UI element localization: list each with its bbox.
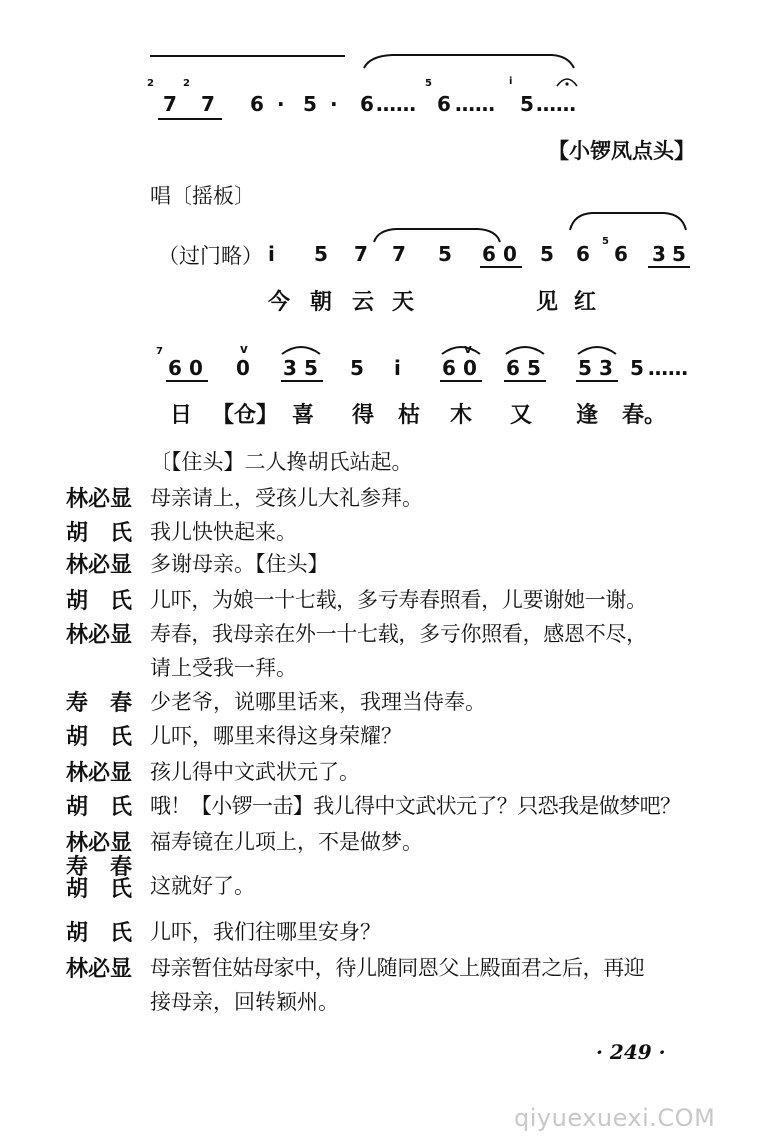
speaker: 林必显 bbox=[66, 760, 133, 786]
lyric: 朝 bbox=[310, 289, 333, 315]
note: 6 bbox=[250, 92, 264, 116]
dialogue-line: 福寿镜在儿项上，不是做梦。 bbox=[150, 830, 423, 854]
ellipsis: …… bbox=[455, 92, 495, 116]
dialogue-line: 母亲请上，受孩儿大礼参拜。 bbox=[150, 486, 423, 510]
page-number: · 249 · bbox=[596, 1040, 666, 1064]
lyric: 喜 bbox=[292, 402, 315, 428]
note: i bbox=[394, 356, 401, 380]
speaker: 寿 春 胡 氏 bbox=[66, 854, 133, 902]
note: 7 bbox=[392, 242, 406, 266]
note: 6 bbox=[576, 242, 590, 266]
lyric: 云 bbox=[352, 289, 375, 315]
note: 0 bbox=[503, 242, 517, 266]
breath-mark: v bbox=[464, 342, 472, 356]
speaker: 林必显 bbox=[66, 956, 133, 982]
underline bbox=[158, 118, 222, 120]
dialogue-line: 母亲暂住姑母家中，待儿随同恩父上殿面君之后，再迎 bbox=[150, 956, 645, 980]
dot: · bbox=[277, 92, 285, 116]
lyric: 逢 bbox=[576, 402, 599, 428]
stage-direction: 〔【住头】二人搀胡氏站起。 bbox=[150, 450, 413, 474]
section-label: 【小锣凤点头】 bbox=[548, 138, 695, 163]
ellipsis: …… bbox=[376, 92, 416, 116]
note: 5 bbox=[304, 356, 318, 380]
dialogue-line: 儿吓，为娘一十七载，多亏寿春照看，儿要谢她一谢。 bbox=[150, 588, 647, 612]
dialogue-line: 这就好了。 bbox=[150, 874, 255, 898]
grace-note: 2 bbox=[147, 78, 154, 89]
slur-arc bbox=[362, 52, 577, 72]
note: 7 bbox=[354, 242, 368, 266]
underline bbox=[281, 380, 323, 382]
lyric: 枯 bbox=[398, 402, 421, 428]
note: 5 bbox=[438, 242, 452, 266]
note: 6 bbox=[482, 242, 496, 266]
lyric: 见 bbox=[536, 289, 559, 315]
dot: · bbox=[330, 92, 338, 116]
phrase-line bbox=[150, 55, 345, 57]
speaker: 林必显 bbox=[66, 486, 133, 512]
dialogue-line: 我儿快快起来。 bbox=[150, 520, 297, 544]
underline bbox=[504, 380, 546, 382]
slur-arc bbox=[568, 210, 688, 232]
dialogue-line: 儿吓，我们往哪里安身？ bbox=[150, 920, 381, 944]
note: 5 bbox=[630, 356, 644, 380]
breath-mark: v bbox=[240, 342, 248, 356]
note: 0 bbox=[463, 356, 477, 380]
slur-arc bbox=[576, 344, 618, 356]
note: 5 bbox=[350, 356, 364, 380]
speaker: 林必显 bbox=[66, 622, 133, 648]
grace-note: 2 bbox=[183, 78, 190, 89]
note: 0 bbox=[189, 356, 203, 380]
watermark: qiyuexuexi.COM bbox=[514, 1104, 716, 1132]
note: 6 bbox=[437, 92, 451, 116]
slur-arc bbox=[440, 344, 482, 356]
underline bbox=[648, 266, 690, 268]
speaker: 林必显 bbox=[66, 830, 133, 856]
mode-label: 唱〔摇板〕 bbox=[150, 184, 255, 208]
lead-note: （过门略） bbox=[158, 244, 263, 268]
underline bbox=[166, 380, 208, 382]
note: i bbox=[268, 242, 275, 266]
note: 7 bbox=[163, 92, 177, 116]
lyric: 天 bbox=[392, 289, 415, 315]
underline bbox=[576, 380, 618, 382]
note: 6 bbox=[168, 356, 182, 380]
lyric: 得 bbox=[352, 402, 375, 428]
ellipsis: …… bbox=[536, 92, 576, 116]
lyric: 今 bbox=[268, 289, 291, 315]
dialogue-line: 接母亲，回转颖州。 bbox=[150, 990, 339, 1014]
grace-note: i bbox=[509, 76, 513, 87]
note: 3 bbox=[652, 242, 666, 266]
speaker: 胡 氏 bbox=[66, 724, 133, 750]
grace-note: 5 bbox=[425, 78, 432, 89]
grace-note: 7 bbox=[156, 346, 163, 357]
dialogue-line: 儿吓，哪里来得这身荣耀？ bbox=[150, 724, 402, 748]
note: 6 bbox=[614, 242, 628, 266]
note: 5 bbox=[578, 356, 592, 380]
grace-note: 5 bbox=[602, 236, 609, 247]
lyric: 红 bbox=[574, 289, 597, 315]
lyric: 日 bbox=[170, 402, 193, 428]
dialogue-line: 请上受我一拜。 bbox=[150, 656, 297, 680]
note: 5 bbox=[314, 242, 328, 266]
speaker: 胡 氏 bbox=[66, 794, 133, 820]
lyric: 春。 bbox=[622, 402, 667, 428]
lyric: 又 bbox=[510, 402, 533, 428]
note: 7 bbox=[201, 92, 215, 116]
note: 5 bbox=[520, 92, 534, 116]
note: 6 bbox=[442, 356, 456, 380]
note: 3 bbox=[599, 356, 613, 380]
speaker: 胡 氏 bbox=[66, 588, 133, 614]
note: 3 bbox=[283, 356, 297, 380]
slur-arc bbox=[280, 344, 322, 356]
speaker: 寿 春 bbox=[66, 690, 133, 716]
note: 5 bbox=[540, 242, 554, 266]
note: 5 bbox=[672, 242, 686, 266]
dialogue-line: 多谢母亲。【住头】 bbox=[150, 552, 329, 576]
underline bbox=[480, 266, 522, 268]
note: 5 bbox=[303, 92, 317, 116]
lyric: 木 bbox=[450, 402, 473, 428]
note: 5 bbox=[527, 356, 541, 380]
speaker: 林必显 bbox=[66, 552, 133, 578]
dialogue-line: 少老爷，说哪里话来，我理当侍奉。 bbox=[150, 690, 486, 714]
lyric: 【仓】 bbox=[212, 402, 279, 428]
note: 6 bbox=[506, 356, 520, 380]
dialogue-line: 寿春，我母亲在外一十七载，多亏你照看，感恩不尽， bbox=[150, 622, 647, 646]
underline bbox=[440, 380, 482, 382]
note: 0 bbox=[236, 356, 250, 380]
dialogue-line: 孩儿得中文武状元了。 bbox=[150, 760, 360, 784]
fermata-icon bbox=[555, 74, 579, 88]
ellipsis: …… bbox=[648, 356, 688, 380]
speaker: 胡 氏 bbox=[66, 520, 133, 546]
note: 6 bbox=[360, 92, 374, 116]
dialogue-line: 哦！【小锣一击】我儿得中文武状元了？只恐我是做梦吧？ bbox=[150, 794, 681, 818]
slur-arc bbox=[504, 344, 546, 356]
speaker: 胡 氏 bbox=[66, 920, 133, 946]
